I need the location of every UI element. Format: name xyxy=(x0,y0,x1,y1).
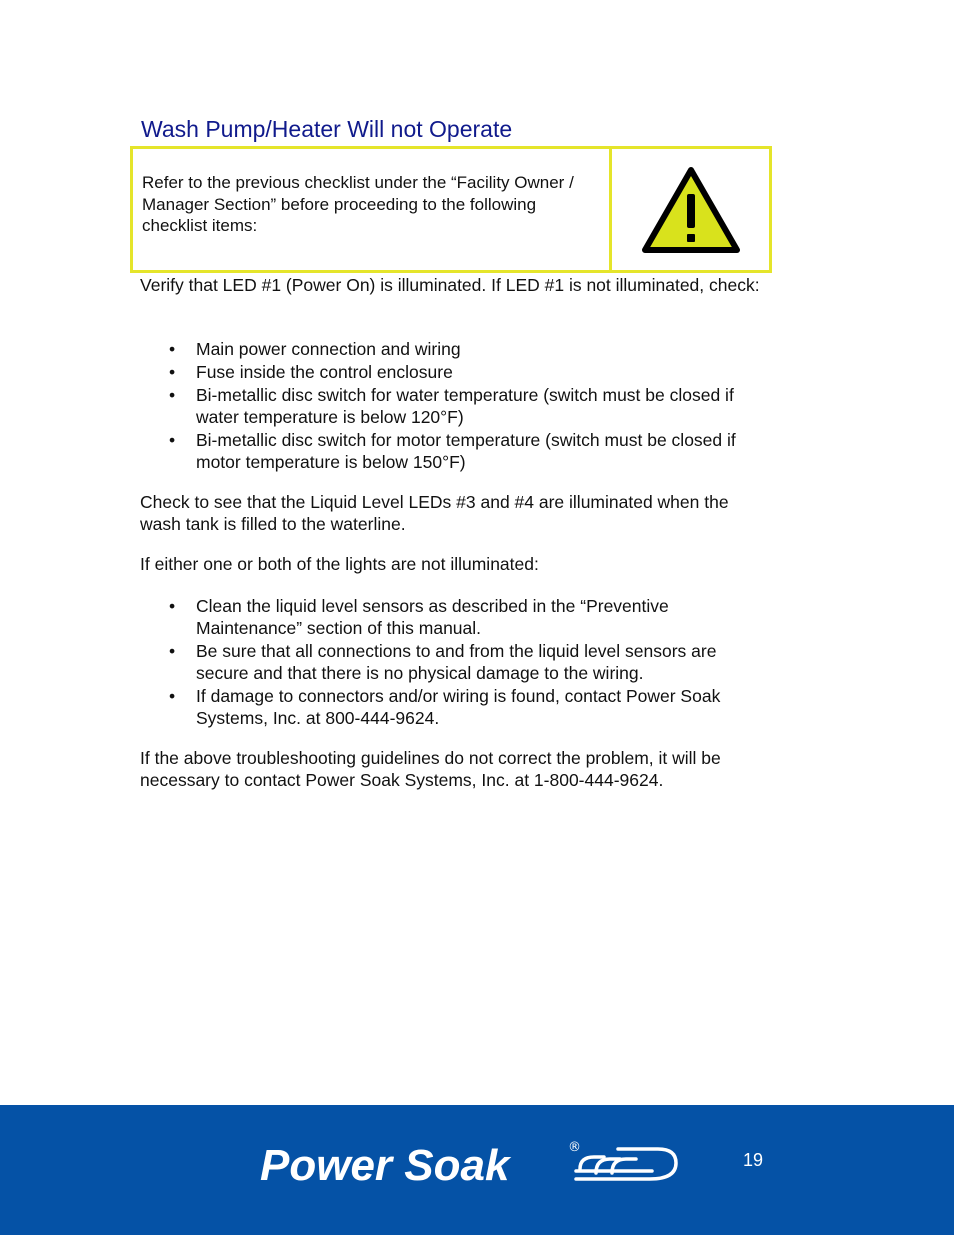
liquid-level-paragraph: Check to see that the Liquid Level LEDs #3 and #4 are illuminated when the wash tank is filled to the waterline. xyxy=(140,492,729,534)
list-item: • Be sure that all connections to and from the liquid level sensors are secure and that there is no physical damage to the wiring. xyxy=(169,641,717,683)
warning-callout xyxy=(130,146,772,273)
callout-text: Refer to the previous checklist under the “Facility Owner / Manager Section” before proceeding to the following checklist items: xyxy=(133,149,612,270)
brand-wordmark: Power Soak xyxy=(260,1141,510,1185)
sensor-check-list xyxy=(140,595,770,730)
warning-triangle-icon xyxy=(641,166,741,254)
registered-mark: ® xyxy=(568,1140,581,1155)
bullet-icon: • xyxy=(169,362,176,382)
led-check-paragraph: Verify that LED #1 (Power On) is illuminated. If LED #1 is not illuminated, check: xyxy=(140,275,760,295)
bullet-icon: • xyxy=(169,686,176,706)
bullet-icon: • xyxy=(169,596,176,616)
list-item: • Bi-metallic disc switch for water temperature (switch must be closed if water temperature is below 120°F) xyxy=(169,385,734,427)
list-item: • Main power connection and wiring xyxy=(169,339,461,359)
bullet-icon: • xyxy=(169,385,176,405)
contact-paragraph: If the above troubleshooting guidelines do not correct the problem, it will be necessary to contact Power Soak Systems, Inc. at 1-800-444-9624. xyxy=(140,748,721,790)
bullet-icon: • xyxy=(169,641,176,661)
list-item: • Clean the liquid level sensors as described in the “Preventive Maintenance” section of this manual. xyxy=(169,596,669,638)
bullet-icon: • xyxy=(169,339,176,359)
sss-wave-icon xyxy=(576,1149,676,1179)
led-check-list xyxy=(140,338,770,474)
list-item: • Fuse inside the control enclosure xyxy=(169,362,453,382)
callout-icon-cell xyxy=(612,149,769,270)
power-soak-logo xyxy=(258,1135,683,1185)
bullet-icon: • xyxy=(169,430,176,450)
page-number: 19 xyxy=(743,1150,764,1170)
list-item: • If damage to connectors and/or wiring is found, contact Power Soak Systems, Inc. at 800-444-9624. xyxy=(169,686,721,728)
list-item: • Bi-metallic disc switch for motor temperature (switch must be closed if motor temperature is below 150°F) xyxy=(169,430,736,472)
lights-paragraph: If either one or both of the lights are not illuminated: xyxy=(140,554,539,574)
section-heading: Wash Pump/Heater Will not Operate xyxy=(141,116,513,142)
page-footer xyxy=(0,1105,954,1235)
